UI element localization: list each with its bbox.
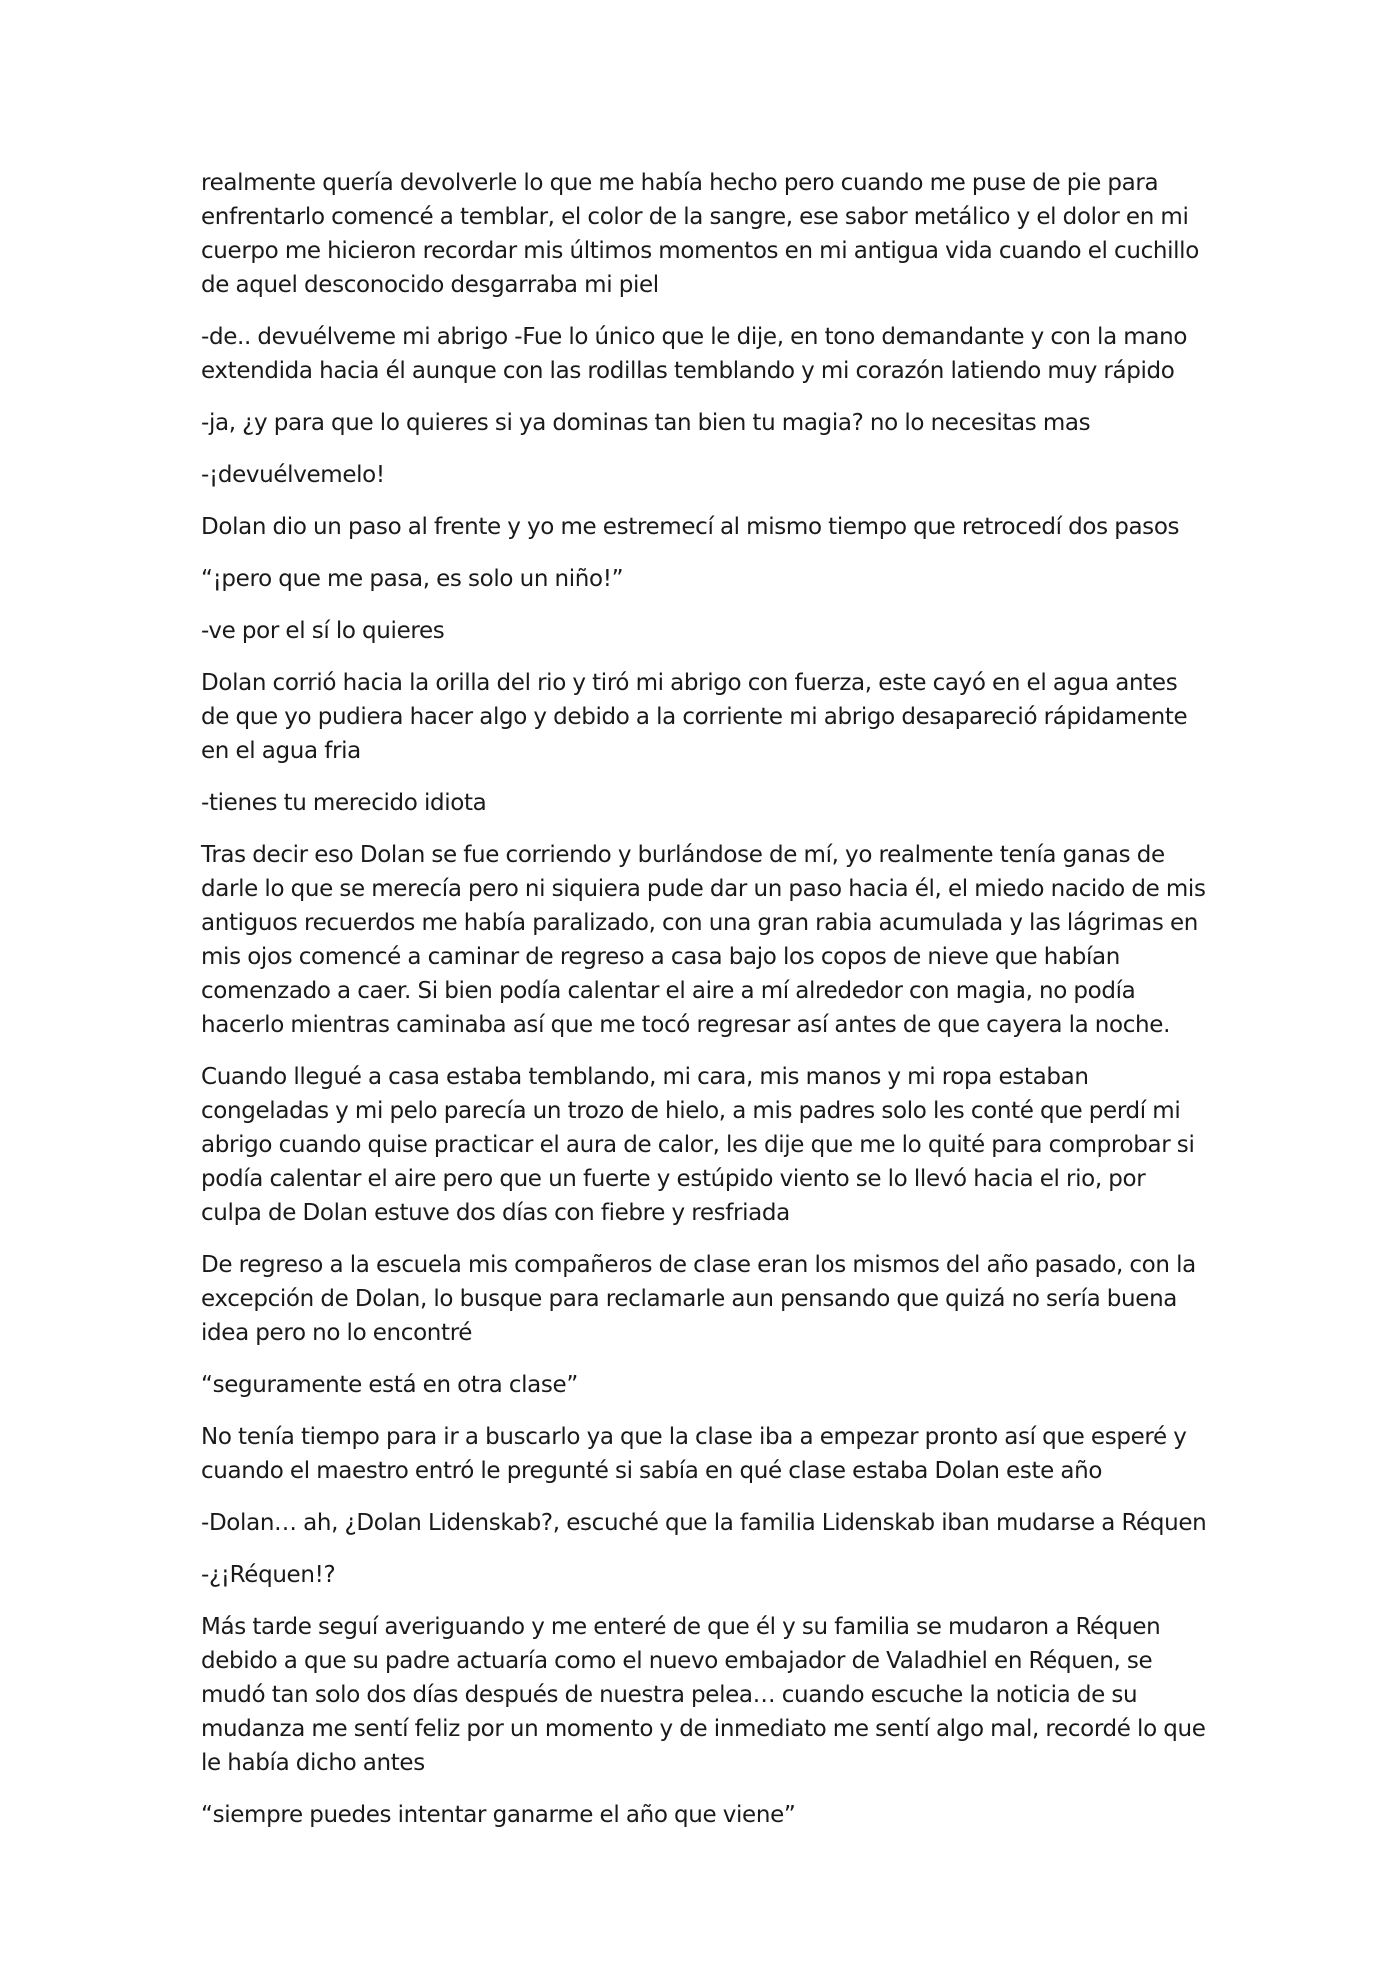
paragraph: “siempre puedes intentar ganarme el año que viene” xyxy=(201,1802,796,1828)
paragraph: Cuando llegué a casa estaba temblando, mi cara, mis manos y mi ropa estaban congeladas y mi pelo parecía un trozo de hielo, a mis padres solo les conté que perdí mi abrigo cuando quise practicar el aura de calor, les dije que me lo quité para comprobar si podía calentar el aire pero que un fuerte y estúpido viento se lo llevó hacia el rio, por culpa de Dolan estuve dos días con fiebre y resfriada xyxy=(201,1064,1195,1226)
document-body xyxy=(201,166,1211,1850)
paragraph: -ja, ¿y para que lo quieres si ya dominas tan bien tu magia? no lo necesitas mas xyxy=(201,410,1091,436)
paragraph: Dolan corrió hacia la orilla del rio y tiró mi abrigo con fuerza, este cayó en el agua antes de que yo pudiera hacer algo y debido a la corriente mi abrigo desapareció rápidamente en el agua fria xyxy=(201,670,1188,764)
paragraph: Más tarde seguí averiguando y me enteré de que él y su familia se mudaron a Réquen debido a que su padre actuaría como el nuevo embajador de Valadhiel en Réquen, se mudó tan solo dos días después de nuestra pelea… cuando escuche la noticia de su mudanza me sentí feliz por un momento y de inmediato me sentí algo mal, recordé lo que le había dicho antes xyxy=(201,1614,1206,1776)
paragraph: -ve por el sí lo quieres xyxy=(201,618,445,644)
paragraph: “seguramente está en otra clase” xyxy=(201,1372,578,1398)
paragraph: De regreso a la escuela mis compañeros de clase eran los mismos del año pasado, con la excepción de Dolan, lo busque para reclamarle aun pensando que quizá no sería buena idea pero no lo encontré xyxy=(201,1252,1196,1346)
paragraph: -tienes tu merecido idiota xyxy=(201,790,487,816)
paragraph: realmente quería devolverle lo que me había hecho pero cuando me puse de pie para enfrentarlo comencé a temblar, el color de la sangre, ese sabor metálico y el dolor en mi cuerpo me hicieron recordar mis últimos momentos en mi antigua vida cuando el cuchillo de aquel desconocido desgarraba mi piel xyxy=(201,170,1199,298)
paragraph: No tenía tiempo para ir a buscarlo ya que la clase iba a empezar pronto así que esperé y cuando el maestro entró le pregunté si sabía en qué clase estaba Dolan este año xyxy=(201,1424,1187,1484)
paragraph: -de.. devuélveme mi abrigo -Fue lo único que le dije, en tono demandante y con la mano extendida hacia él aunque con las rodillas temblando y mi corazón latiendo muy rápido xyxy=(201,324,1188,384)
paragraph: -¡devuélvemelo! xyxy=(201,462,385,488)
paragraph: -Dolan… ah, ¿Dolan Lidenskab?, escuché que la familia Lidenskab iban mudarse a Réquen xyxy=(201,1510,1207,1536)
paragraph: -¿¡Réquen!? xyxy=(201,1562,336,1588)
paragraph: Dolan dio un paso al frente y yo me estremecí al mismo tiempo que retrocedí dos pasos xyxy=(201,514,1180,540)
paragraph: Tras decir eso Dolan se fue corriendo y burlándose de mí, yo realmente tenía ganas de darle lo que se merecía pero ni siquiera pude dar un paso hacia él, el miedo nacido de mis antiguos recuerdos me había paralizado, con una gran rabia acumulada y las lágrimas en mis ojos comencé a caminar de regreso a casa bajo los copos de nieve que habían comenzado a caer. Si bien podía calentar el aire a mí alrededor con magia, no podía hacerlo mientras caminaba así que me tocó regresar así antes de que cayera la noche. xyxy=(201,842,1206,1038)
paragraph: “¡pero que me pasa, es solo un niño!” xyxy=(201,566,624,592)
